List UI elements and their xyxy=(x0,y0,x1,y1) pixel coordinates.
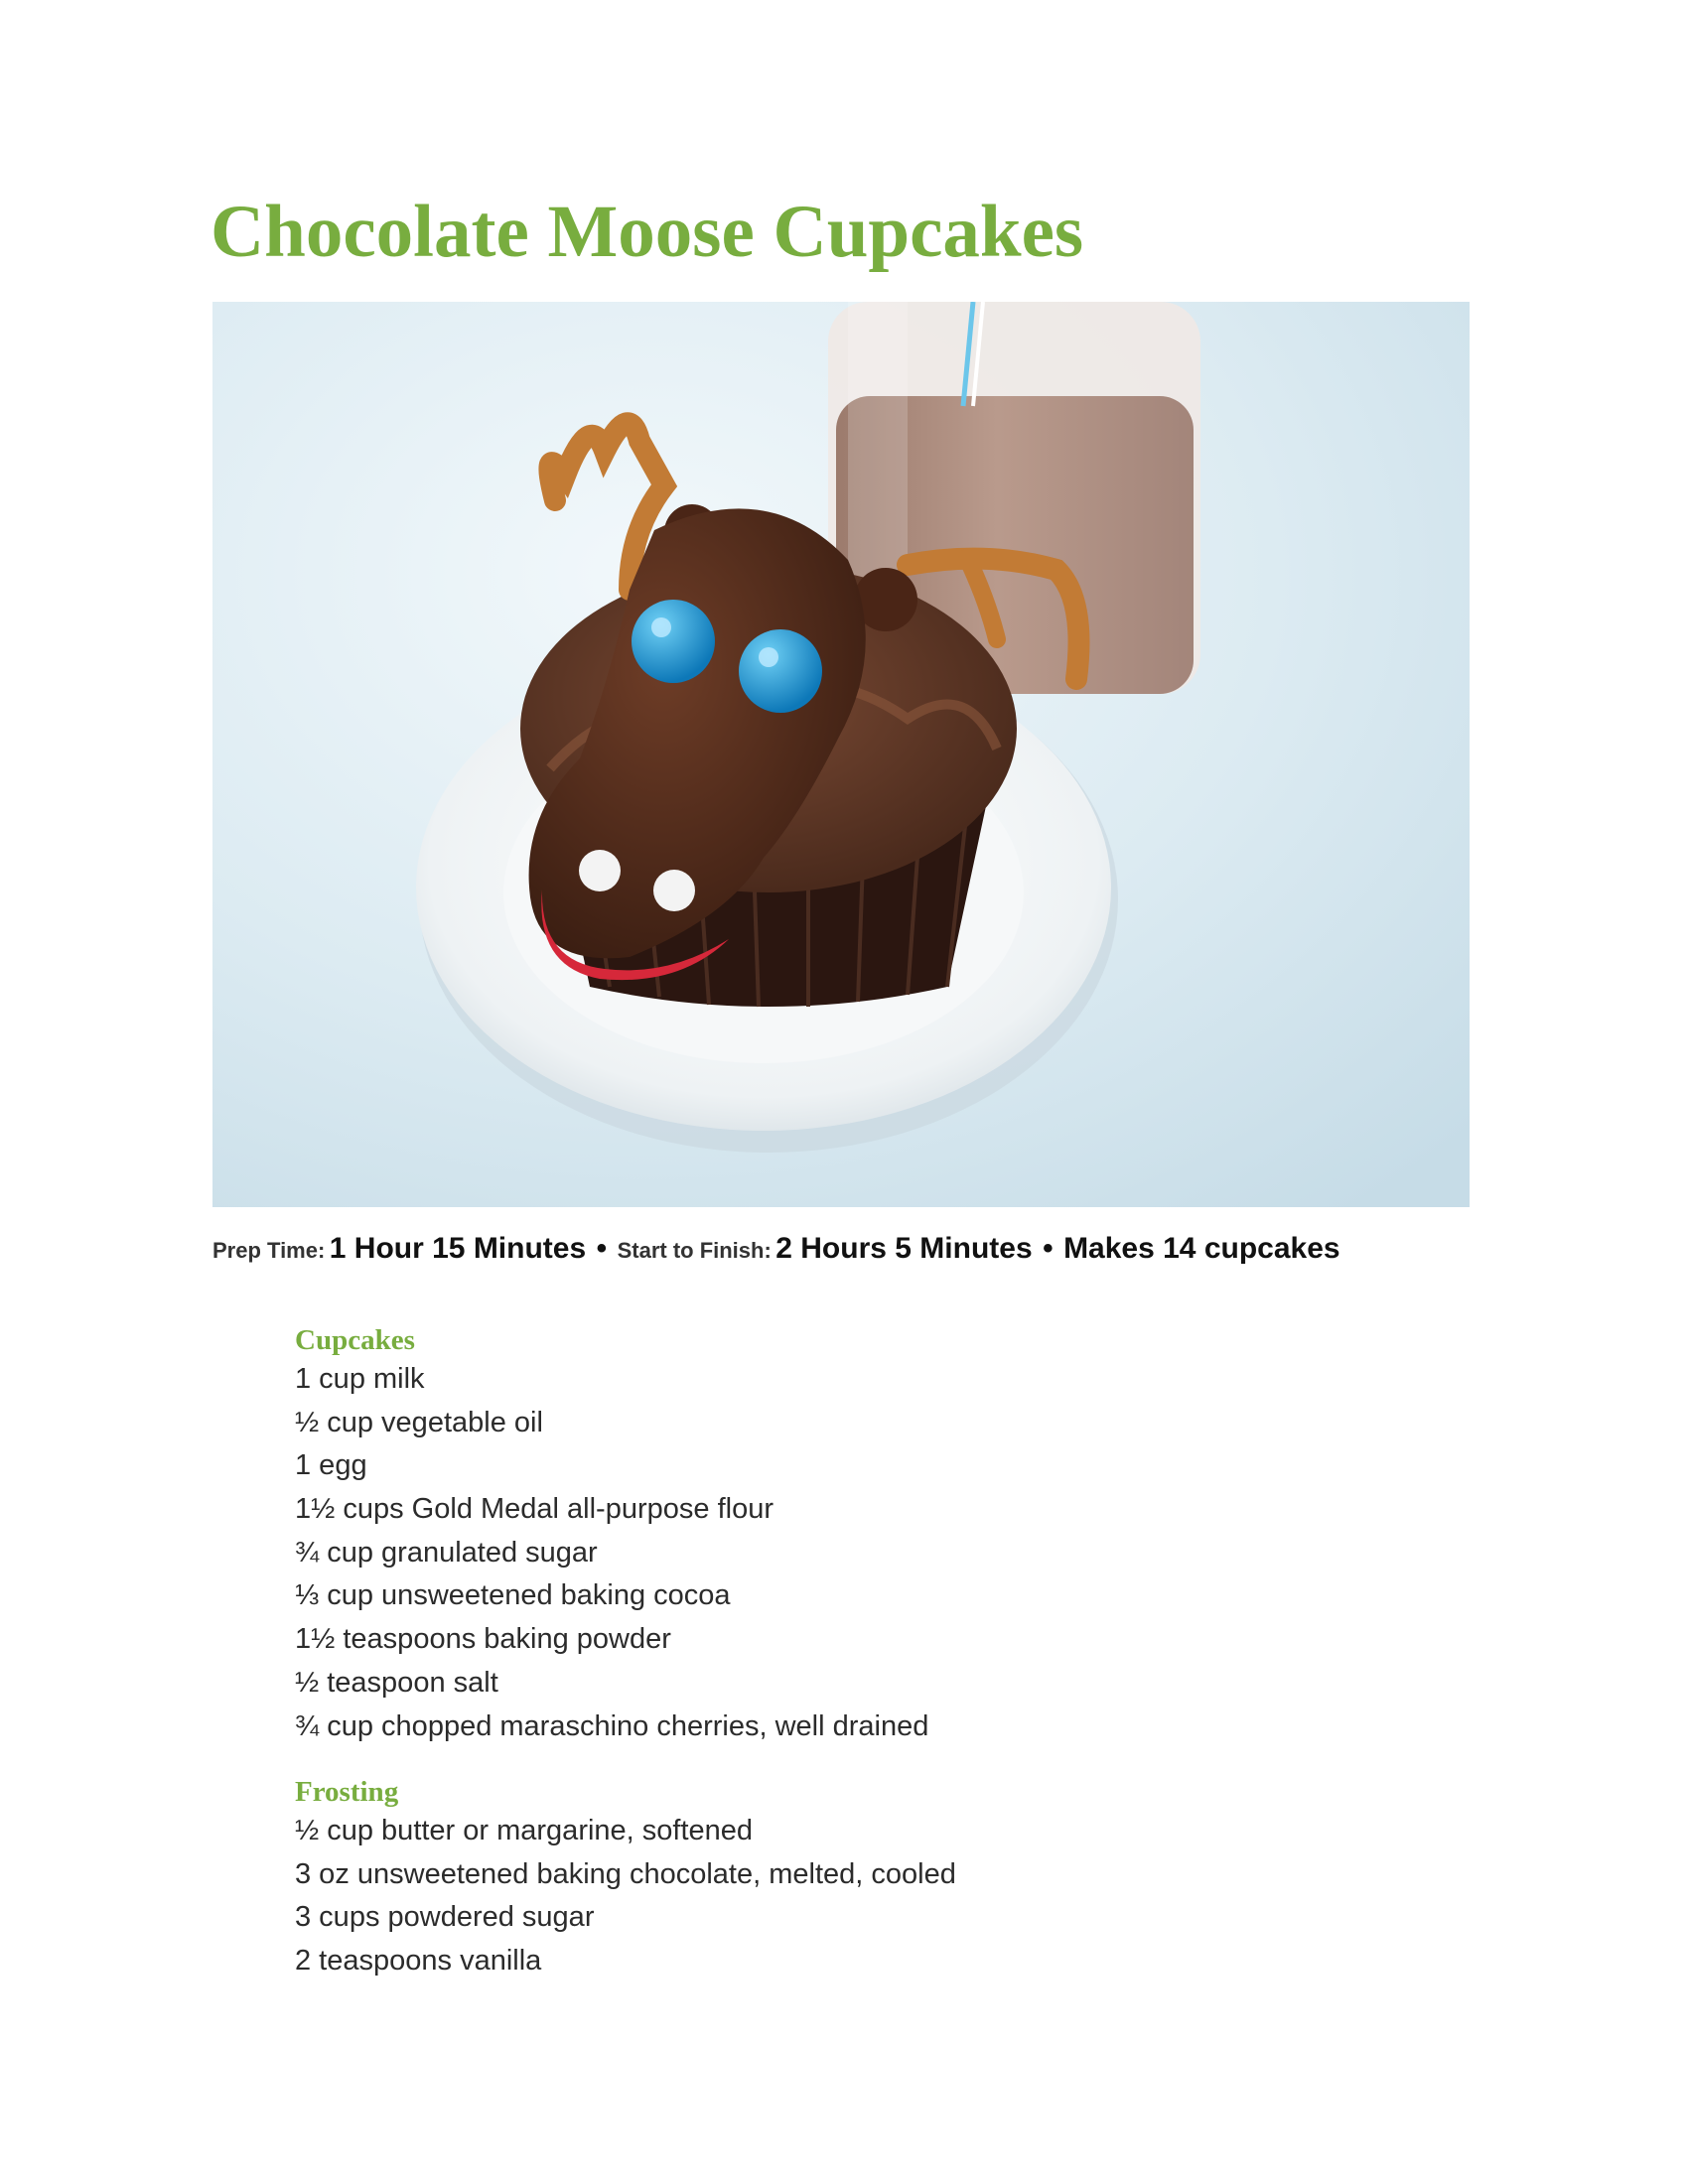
section-heading: Cupcakes xyxy=(295,1324,415,1356)
ingredient-item: ¾ cup chopped maraschino cherries, well drained xyxy=(295,1709,929,1742)
ingredients-section-cupcakes xyxy=(295,1322,928,1748)
ingredient-item: 1½ cups Gold Medal all-purpose flour xyxy=(295,1493,774,1526)
recipe-yield: Makes 14 cupcakes xyxy=(1063,1232,1340,1265)
prep-time-label: Prep Time: xyxy=(212,1238,326,1263)
recipe-title: Chocolate Moose Cupcakes xyxy=(211,191,1084,273)
ingredient-item: ¾ cup granulated sugar xyxy=(295,1536,598,1569)
section-heading: Frosting xyxy=(295,1776,399,1808)
recipe-meta xyxy=(212,1232,1340,1266)
ingredient-item: 2 teaspoons vanilla xyxy=(295,1945,542,1978)
ingredient-item: 1 cup milk xyxy=(295,1363,425,1395)
ingredient-item: ⅓ cup unsweetened baking cocoa xyxy=(295,1579,731,1612)
ingredient-item: 3 cups powdered sugar xyxy=(295,1901,595,1934)
meta-separator: • xyxy=(1043,1232,1054,1265)
ingredient-item: ½ cup butter or margarine, softened xyxy=(295,1815,754,1846)
ingredient-item: 1 egg xyxy=(295,1449,367,1482)
prep-time-value: 1 Hour 15 Minutes xyxy=(329,1232,587,1265)
start-to-finish-value: 2 Hours 5 Minutes xyxy=(775,1232,1033,1265)
ingredient-item: ½ cup vegetable oil xyxy=(295,1406,543,1438)
ingredients-section-frosting xyxy=(295,1774,956,1983)
ingredient-item: 1½ teaspoons baking powder xyxy=(295,1623,671,1656)
ingredient-item: 3 oz unsweetened baking chocolate, melted, cooled xyxy=(295,1857,956,1890)
ingredient-item: ½ teaspoon salt xyxy=(295,1666,498,1699)
start-to-finish-label: Start to Finish: xyxy=(617,1238,772,1263)
meta-separator: • xyxy=(596,1232,608,1265)
moose-cupcake-photo xyxy=(212,302,1470,1207)
